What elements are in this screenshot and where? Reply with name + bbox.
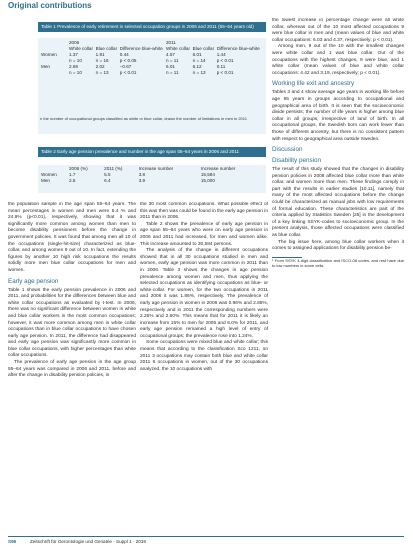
middle-column <box>140 202 268 532</box>
table1-cell: 1.37 <box>69 52 78 57</box>
table2-cell: 5.5 <box>104 172 111 177</box>
table1-year-a: 2006 <box>69 40 80 45</box>
paragraph: Table 1 shows the early pension prevalence in 2006 and 2011, and probabilities for the differences between blue and white collar occupations as evaluated by t-test. In 2006, there was no significant difference between women in white and blue collar workers in the most common occupations; however, it was more common among men in white collar occupations than in blue collar occupations to have chosen early age pension. In 2011, the difference had disappeared and early age pension was significantly more common in blue collar occupations, with higher percentages than white collar occupations. <box>8 287 136 359</box>
table1-col-header: Blue collar <box>95 46 118 51</box>
table2-cell: 3.9 <box>138 178 146 183</box>
paragraph: The big issue here, among blue collar workers when it comes to assigned applications for disability pension be- <box>272 239 404 252</box>
table1-cell: n = 11 <box>165 58 179 63</box>
table1-cell: p < 0.01 <box>216 58 234 63</box>
section-heading: Early age pension <box>8 277 59 285</box>
section-heading: Working life exit and ancestry <box>272 80 355 88</box>
table1-cell: 1.91 <box>95 52 105 57</box>
table1 <box>38 38 266 134</box>
table2-cell: 2.5 <box>69 178 76 183</box>
table1-cell: p < 0.05 <box>119 58 137 63</box>
left-column <box>8 202 136 532</box>
paragraph: The prevalence of early age pension in the age group 55–64 years was compared in 2006 and 2011, before and after the change in disability pension policies, in <box>8 360 136 379</box>
table2-cell: 1.7 <box>69 172 76 177</box>
footer-rule <box>8 536 404 537</box>
table1-col-header: Difference blue-white <box>119 46 163 51</box>
table2-cell: 6.4 <box>104 178 111 183</box>
table2-cell: 15,584 <box>200 172 215 177</box>
right-column <box>272 18 404 533</box>
table2-header: Increase number <box>138 166 174 171</box>
table2-row-label: Men <box>41 178 50 183</box>
journal-name: Zeitschrift für Gerontologie und Geriatrie · Suppl 1 · 2019 <box>30 539 146 544</box>
table1-cell: 1.44 <box>216 52 226 57</box>
table2-cell: 15,000 <box>200 178 215 183</box>
table2 <box>38 165 266 193</box>
table2-header: 2011 (%) <box>104 166 123 171</box>
table2-header: 2006 (%) <box>69 166 88 171</box>
table1-row-label: Women <box>41 52 57 57</box>
table1-year-b: 2011 <box>165 40 176 45</box>
table1-note: n the number of occupational groups classified as white or blue collar, drawn the number of limitations in men in 2011 <box>40 116 247 121</box>
footnote: ¹ From SSYK 4-digit classification and ISCO-08 codes, and rest have due to low numbers in some cells. <box>272 257 404 268</box>
section-heading: Discussion <box>272 146 303 154</box>
table-row <box>40 70 262 76</box>
paragraph: Some occupations were mixed blue and white collar; this means that according to the classification Sco 1211, on 2011 3 occupations may contain both blue and white collar 2011 6 occupations in women, out of the 30 occupations analyzed, the 10 occupations with <box>140 340 268 372</box>
table1-cell: n = 13 <box>192 70 206 75</box>
paragraph: the 30 most common occupations. What possible effect of this was then was could be found in the early age pension in 2011 than in 2006. <box>140 202 268 221</box>
paragraph: Table 2 shows the prevalence of early age pension in age span 55–64 years who were on early age pension in 2006 and 2011 had increased, for men and women alike. This increase amounted to 30,584 persons. <box>140 221 268 247</box>
paragraph: The result of this study showed that the changes in disability pension policies in 2008 affected blue collar more than white collar, and women more than men. These findings comply in part with the results in earlier studies [10,11], namely that many of the most affected occupations before the change could be characterized as manual jobs with low requirements of formal education. These characteristics are part of the criteria applied by Statistics Sweden [25] in the development of a key linking SSYK-codes to socioeconomic group. In the present analysis, those affected occupations were classified as blue collar. <box>272 167 404 239</box>
table1-cell: n = 11 <box>165 70 179 75</box>
table1-cell: n = 10 <box>69 70 82 75</box>
table1-cell: 0.11 <box>216 64 226 69</box>
table1-cell: 6.01 <box>192 52 202 57</box>
table2-cell: 3.8 <box>138 172 146 177</box>
table1-cell: n = 13 <box>95 70 109 75</box>
table1-cell: n = 10 <box>69 58 82 63</box>
section-title: Original contributions <box>8 1 92 10</box>
table1-caption: Table 1 Prevalence of early retirement in selected occupation groups in 2006 and 2011 (55–64 years old) <box>38 22 266 32</box>
table1-cell: 6.01 <box>165 64 175 69</box>
table1-cell: 6.12 <box>192 64 202 69</box>
table1-cell: 4.57 <box>165 52 175 57</box>
paragraph: The analysis of the change in different occupations showed that in all 30 occupations studied in men and women, early age pension was more common in 2011 than in 2006. Table 3 shows the changes in age pension prevalence among women and men, thus applying the selected occupations as identifying occupations as blue- or white-collar. For women, for the two occupations in 2011 and 2006 it was 1.86%, respectively. The prevalence of early age pension in women in 2006 was 0.96% and 2.85%, respectively and in 2011 the corresponding numbers were 2.25% and 2.60%. This means that for 2011 it is likely an increase from 15% to men for 2006 and 6.0% for 2011, and early age pension remained a high level of entry of occupational groups; the prevalence rose into 1.24%. <box>140 248 268 339</box>
table-row <box>40 178 262 184</box>
table1-row-label <box>40 70 68 76</box>
table1-cell: 2.69 <box>69 64 78 69</box>
table1-col-header: Blue collar <box>192 46 215 51</box>
paragraph: Among men, 9 out of the 10 with the smallest changes were white collar and 1 was blue collar. Out of the occupations with the highest changes, 9 were blue, and 1 white collar (mean values of blue and white collar occupations: 4.42 and 3.19, respectively; p < 0.01). <box>272 44 404 76</box>
section-heading: Disability pension <box>272 157 322 165</box>
table1-col-header: Difference blue-white <box>216 46 260 51</box>
table1-cell: n = 14 <box>192 58 206 63</box>
table1-col-header: White collar <box>165 46 190 51</box>
paragraph: the population sample in the age span 55–64 years. The mean percentages in women and men were 5.4 % and 24.9% (p<0.01), respectively, showing that it was significantly more common among women than men to become disability pensioners before the change in government policies. It was found that among men all 10 of the occupations (single-hit-size) characterized as blue-collar, and among women 9 out of 10. In fact, extending the figures by another 10 high risk occupations the results solidly more men blue collar occupations for men and women. <box>8 202 136 273</box>
table1-cell: p < 0.01 <box>216 70 234 75</box>
paragraph: Tables 3 and 4 show average age years in working life before age 65 years in groups according to occupational and geographical area of birth. It is seen that the socioeconomic divide persists; the number of life years is higher among blue collar in all groups, irrespective of land of birth. In all occupational groups, the Swedish born can work fewer than those of different ancestry, but there is no consistent pattern with respect to geographical area outside Sweden. <box>272 90 404 142</box>
table2-row-label: Women <box>41 172 57 177</box>
table1-cell: 2.02 <box>95 64 105 69</box>
table1-cell: n = 16 <box>95 58 109 63</box>
paragraph: the lowest increase in percentage change were all white collar, whereas out of the 10 most affected occupations 9 were blue collar in men and (mean values of blue and white collar occupations: 6.03 and 4.37, respectively; p < 0.01). <box>272 18 404 43</box>
page-number: S96 <box>8 539 17 544</box>
table1-row-label: Men <box>41 64 50 69</box>
table1-col-header: White collar <box>69 46 93 51</box>
table1-cell: −0.67 <box>119 64 132 69</box>
table2-header: Increase number <box>200 166 236 171</box>
table1-cell: 0.44 <box>119 52 129 57</box>
table1-cell: p < 0.01 <box>119 70 137 75</box>
table2-caption: Table 2 Early age pension prevalence and number in the age span 55–64 years in 2006 and 2011 <box>38 147 266 157</box>
